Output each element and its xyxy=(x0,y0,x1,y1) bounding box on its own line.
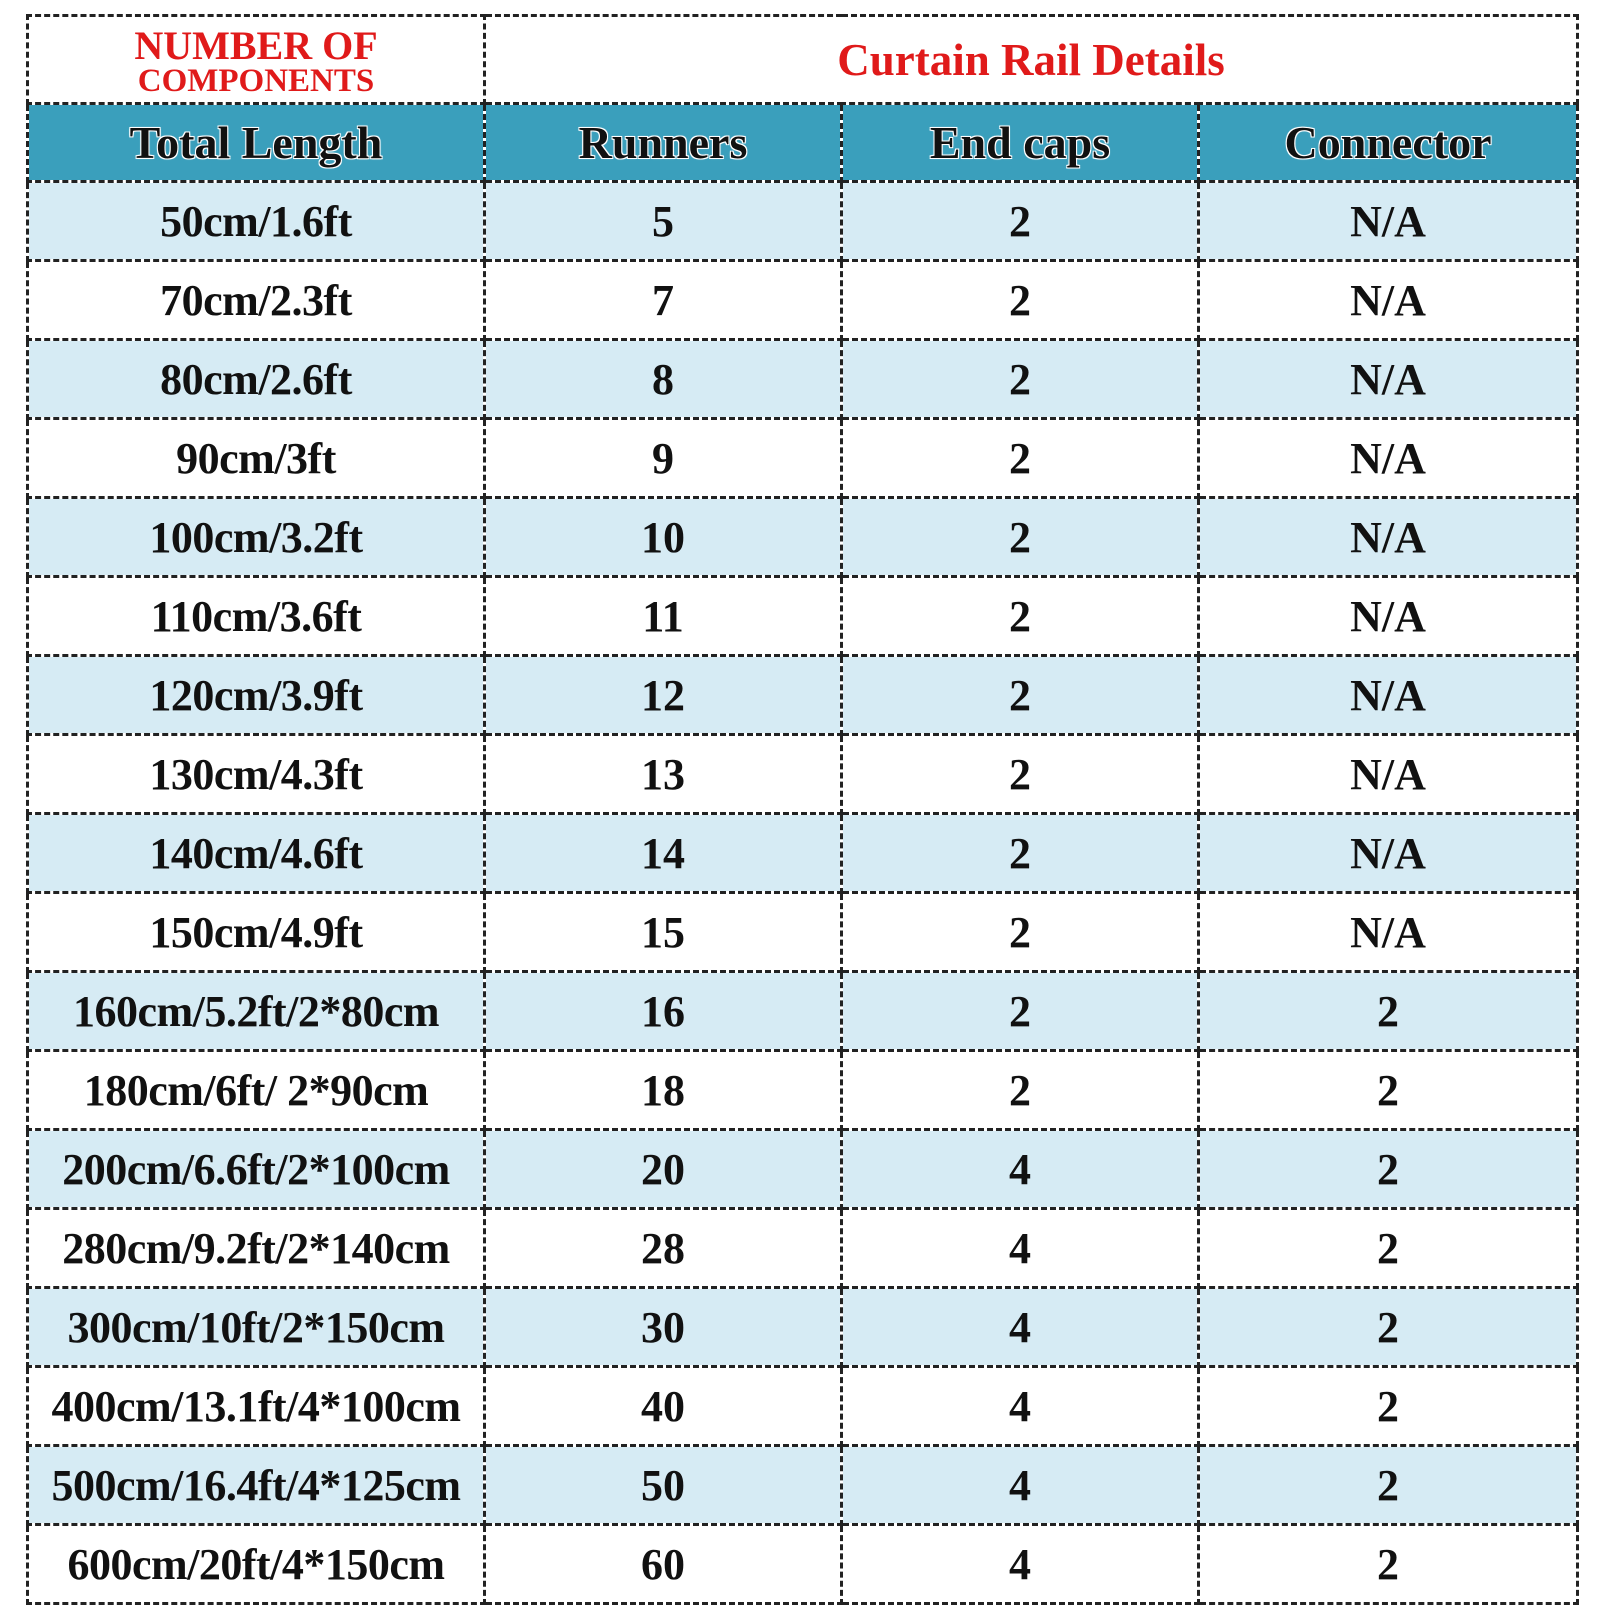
total-length-cell: 150cm/4.9ft xyxy=(28,893,485,972)
table-row xyxy=(28,1525,1578,1604)
connector-cell: 2 xyxy=(1199,1288,1578,1367)
end-caps-cell: 4 xyxy=(842,1367,1199,1446)
end-caps-cell: 2 xyxy=(842,972,1199,1051)
total-length-cell: 50cm/1.6ft xyxy=(28,182,485,261)
table-row xyxy=(28,1130,1578,1209)
connector-cell: 2 xyxy=(1199,972,1578,1051)
runners-cell: 28 xyxy=(485,1209,842,1288)
connector-cell: N/A xyxy=(1199,182,1578,261)
end-caps-cell: 2 xyxy=(842,577,1199,656)
table-body xyxy=(28,182,1578,1604)
total-length-cell: 400cm/13.1ft/4*100cm xyxy=(28,1367,485,1446)
runners-cell: 16 xyxy=(485,972,842,1051)
connector-cell: N/A xyxy=(1199,893,1578,972)
runners-cell: 50 xyxy=(485,1446,842,1525)
runners-cell: 40 xyxy=(485,1367,842,1446)
end-caps-cell: 2 xyxy=(842,419,1199,498)
end-caps-cell: 2 xyxy=(842,498,1199,577)
runners-cell: 5 xyxy=(485,182,842,261)
end-caps-cell: 2 xyxy=(842,656,1199,735)
table-row xyxy=(28,814,1578,893)
total-length-cell: 180cm/6ft/ 2*90cm xyxy=(28,1051,485,1130)
curtain-rail-components-table xyxy=(26,14,1579,1605)
end-caps-cell: 2 xyxy=(842,182,1199,261)
header-end-caps: End caps xyxy=(842,104,1199,182)
table-row xyxy=(28,577,1578,656)
end-caps-cell: 2 xyxy=(842,814,1199,893)
end-caps-cell: 2 xyxy=(842,735,1199,814)
connector-cell: N/A xyxy=(1199,261,1578,340)
end-caps-cell: 2 xyxy=(842,261,1199,340)
title-row xyxy=(28,16,1578,104)
table-row xyxy=(28,498,1578,577)
connector-cell: 2 xyxy=(1199,1525,1578,1604)
end-caps-cell: 4 xyxy=(842,1525,1199,1604)
runners-cell: 9 xyxy=(485,419,842,498)
end-caps-cell: 4 xyxy=(842,1446,1199,1525)
table-row xyxy=(28,419,1578,498)
runners-cell: 20 xyxy=(485,1130,842,1209)
connector-cell: N/A xyxy=(1199,814,1578,893)
connector-cell: 2 xyxy=(1199,1367,1578,1446)
table-row xyxy=(28,340,1578,419)
end-caps-cell: 4 xyxy=(842,1130,1199,1209)
title-line-2: COMPONENTS xyxy=(137,62,375,99)
table-row xyxy=(28,1288,1578,1367)
header-runners: Runners xyxy=(485,104,842,182)
table-row xyxy=(28,656,1578,735)
total-length-cell: 600cm/20ft/4*150cm xyxy=(28,1525,485,1604)
connector-cell: 2 xyxy=(1199,1051,1578,1130)
column-header-row xyxy=(28,104,1578,182)
table-row xyxy=(28,1367,1578,1446)
runners-cell: 13 xyxy=(485,735,842,814)
connector-cell: 2 xyxy=(1199,1446,1578,1525)
total-length-cell: 110cm/3.6ft xyxy=(28,577,485,656)
runners-cell: 10 xyxy=(485,498,842,577)
connector-cell: N/A xyxy=(1199,419,1578,498)
number-of-components-title xyxy=(28,16,485,104)
total-length-cell: 120cm/3.9ft xyxy=(28,656,485,735)
end-caps-cell: 4 xyxy=(842,1288,1199,1367)
runners-cell: 30 xyxy=(485,1288,842,1367)
table-row xyxy=(28,735,1578,814)
runners-cell: 18 xyxy=(485,1051,842,1130)
table-row xyxy=(28,1051,1578,1130)
table-row xyxy=(28,972,1578,1051)
end-caps-cell: 2 xyxy=(842,893,1199,972)
table-row xyxy=(28,893,1578,972)
runners-cell: 7 xyxy=(485,261,842,340)
connector-cell: N/A xyxy=(1199,656,1578,735)
total-length-cell: 300cm/10ft/2*150cm xyxy=(28,1288,485,1367)
connector-cell: N/A xyxy=(1199,498,1578,577)
connector-cell: N/A xyxy=(1199,577,1578,656)
runners-cell: 12 xyxy=(485,656,842,735)
total-length-cell: 280cm/9.2ft/2*140cm xyxy=(28,1209,485,1288)
title-line-1: NUMBER OF xyxy=(134,22,378,68)
end-caps-cell: 2 xyxy=(842,1051,1199,1130)
curtain-rail-details-title: Curtain Rail Details xyxy=(485,16,1578,104)
header-connector: Connector xyxy=(1199,104,1578,182)
total-length-cell: 130cm/4.3ft xyxy=(28,735,485,814)
runners-cell: 14 xyxy=(485,814,842,893)
runners-cell: 60 xyxy=(485,1525,842,1604)
table-row xyxy=(28,261,1578,340)
total-length-cell: 160cm/5.2ft/2*80cm xyxy=(28,972,485,1051)
table-row xyxy=(28,1209,1578,1288)
connector-cell: 2 xyxy=(1199,1130,1578,1209)
end-caps-cell: 4 xyxy=(842,1209,1199,1288)
total-length-cell: 90cm/3ft xyxy=(28,419,485,498)
runners-cell: 11 xyxy=(485,577,842,656)
table-row xyxy=(28,182,1578,261)
connector-cell: N/A xyxy=(1199,735,1578,814)
total-length-cell: 500cm/16.4ft/4*125cm xyxy=(28,1446,485,1525)
total-length-cell: 140cm/4.6ft xyxy=(28,814,485,893)
runners-cell: 15 xyxy=(485,893,842,972)
table-row xyxy=(28,1446,1578,1525)
components-sheet xyxy=(26,14,1576,1594)
connector-cell: N/A xyxy=(1199,340,1578,419)
header-total-length: Total Length xyxy=(28,104,485,182)
end-caps-cell: 2 xyxy=(842,340,1199,419)
connector-cell: 2 xyxy=(1199,1209,1578,1288)
total-length-cell: 100cm/3.2ft xyxy=(28,498,485,577)
total-length-cell: 200cm/6.6ft/2*100cm xyxy=(28,1130,485,1209)
total-length-cell: 80cm/2.6ft xyxy=(28,340,485,419)
total-length-cell: 70cm/2.3ft xyxy=(28,261,485,340)
runners-cell: 8 xyxy=(485,340,842,419)
